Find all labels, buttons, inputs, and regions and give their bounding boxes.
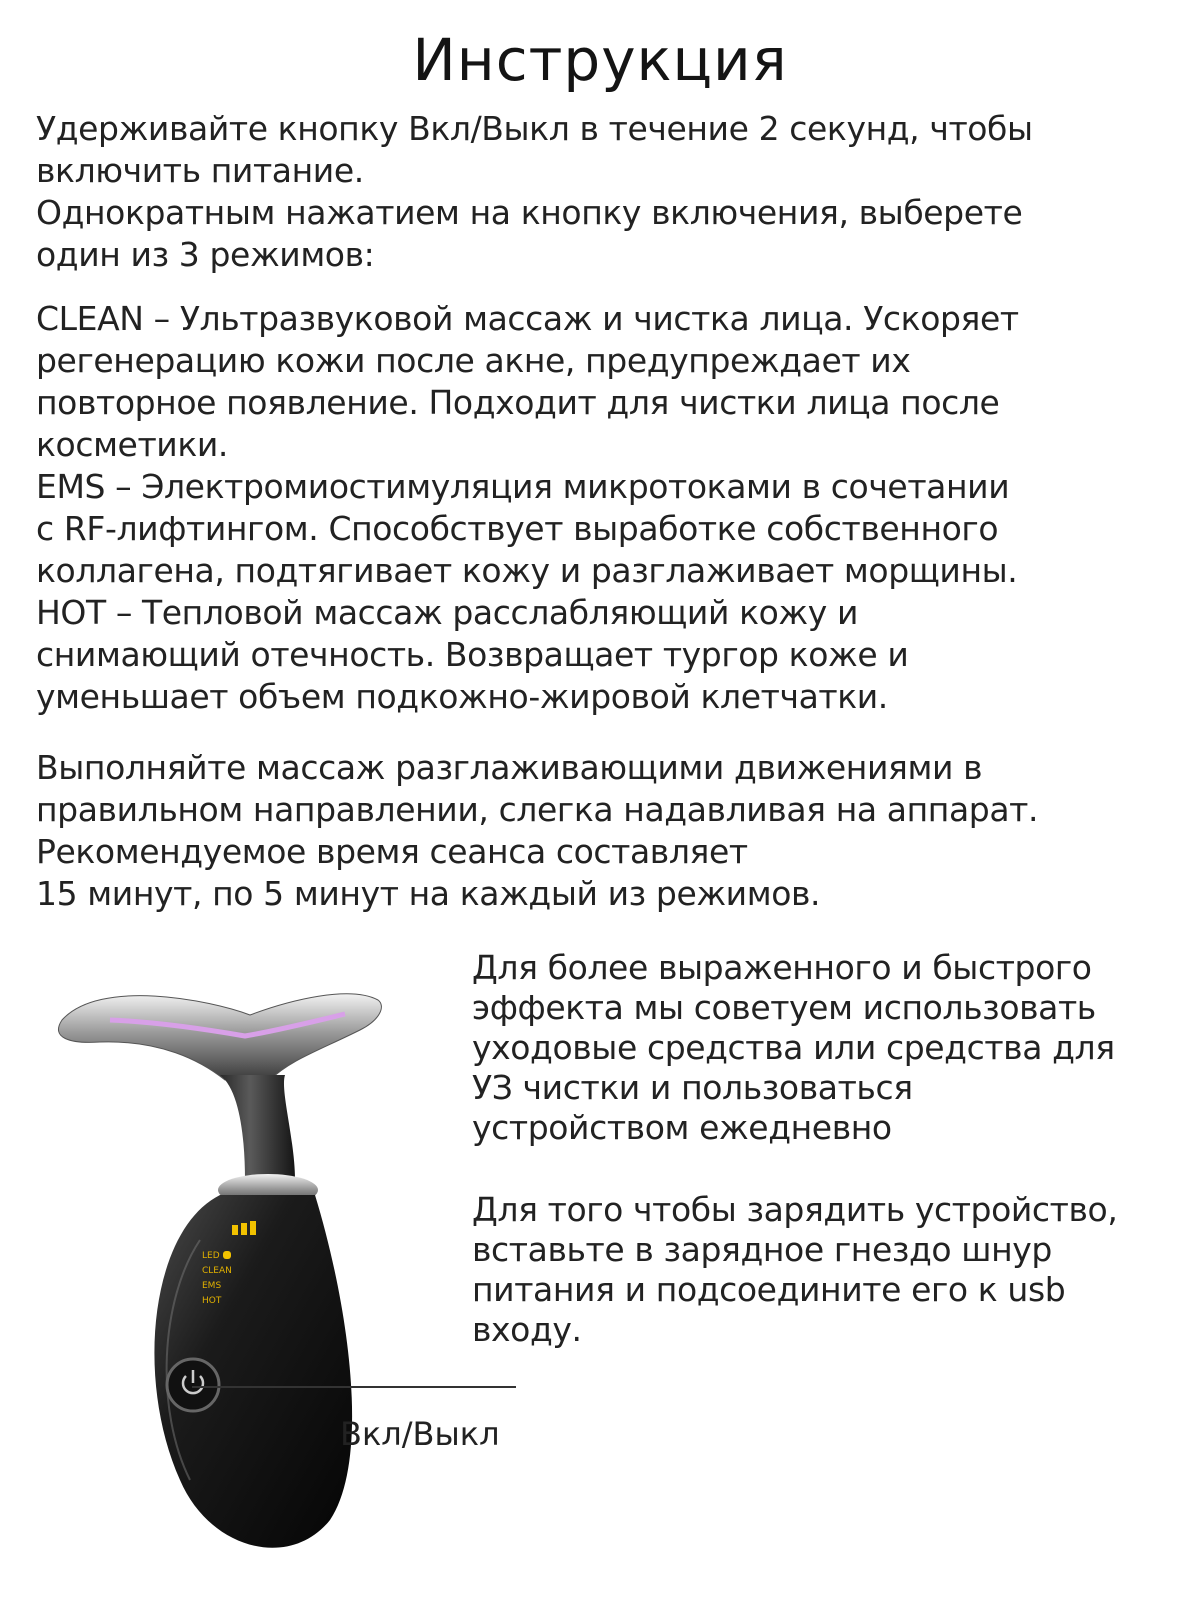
text-line: уменьшает объем подкожно-жировой клетчатки. bbox=[36, 677, 888, 716]
modes-paragraph bbox=[36, 298, 1186, 718]
text-line: эффекта мы советуем использовать bbox=[472, 988, 1096, 1027]
neck-massager-device-image bbox=[40, 980, 520, 1580]
text-line: Рекомендуемое время сеанса составляет bbox=[36, 832, 748, 871]
text-line: снимающий отечность. Возвращает тургор коже и bbox=[36, 635, 909, 674]
text-line: один из 3 режимов: bbox=[36, 235, 375, 274]
text-line: устройством ежедневно bbox=[472, 1108, 892, 1147]
text-line: Для более выраженного и быстрого bbox=[472, 948, 1092, 987]
power-button[interactable] bbox=[167, 1359, 219, 1411]
tip-paragraph bbox=[472, 948, 1182, 1148]
text-line: Однократным нажатием на кнопку включения, выберете bbox=[36, 193, 1023, 232]
text-line: Для того чтобы зарядить устройство, bbox=[472, 1190, 1118, 1229]
text-line: EMS – Электромиостимуляция микротоками в сочетании bbox=[36, 467, 1010, 506]
power-button-callout-line bbox=[192, 1386, 516, 1388]
panel-label-ems: EMS bbox=[202, 1281, 222, 1291]
text-line: УЗ чистки и пользоваться bbox=[472, 1068, 913, 1107]
text-line: Выполняйте массаж разглаживающими движениями в bbox=[36, 748, 983, 787]
panel-label-led: LED bbox=[202, 1251, 220, 1261]
text-line: входу. bbox=[472, 1310, 582, 1349]
text-line: правильном направлении, слегка надавливая на аппарат. bbox=[36, 790, 1039, 829]
charging-paragraph bbox=[472, 1190, 1182, 1350]
panel-label-clean: CLEAN bbox=[202, 1266, 232, 1276]
text-line: питания и подсоедините его к usb bbox=[472, 1270, 1066, 1309]
text-line: с RF-лифтингом. Способствует выработке собственного bbox=[36, 509, 999, 548]
panel-label-hot: HOT bbox=[202, 1296, 222, 1306]
usage-paragraph bbox=[36, 747, 1186, 915]
text-line: коллагена, подтягивает кожу и разглаживает морщины. bbox=[36, 551, 1018, 590]
text-line: повторное появление. Подходит для чистки лица после bbox=[36, 383, 1000, 422]
page-title: Инструкция bbox=[412, 26, 788, 94]
text-line: косметики. bbox=[36, 425, 229, 464]
text-line: Удерживайте кнопку Вкл/Выкл в течение 2 секунд, чтобы bbox=[36, 109, 1033, 148]
text-line: уходовые средства или средства для bbox=[472, 1028, 1115, 1067]
text-line: 15 минут, по 5 минут на каждый из режимов. bbox=[36, 874, 821, 913]
text-line: HOT – Тепловой массаж расслабляющий кожу и bbox=[36, 593, 858, 632]
text-line: вставьте в зарядное гнездо шнур bbox=[472, 1230, 1052, 1269]
text-line: CLEAN – Ультразвуковой массаж и чистка лица. Ускоряет bbox=[36, 299, 1019, 338]
power-button-label: Вкл/Выкл bbox=[340, 1415, 500, 1453]
text-line: включить питание. bbox=[36, 151, 364, 190]
text-line: регенерацию кожи после акне, предупреждает их bbox=[36, 341, 911, 380]
intro-paragraph bbox=[36, 108, 1186, 276]
